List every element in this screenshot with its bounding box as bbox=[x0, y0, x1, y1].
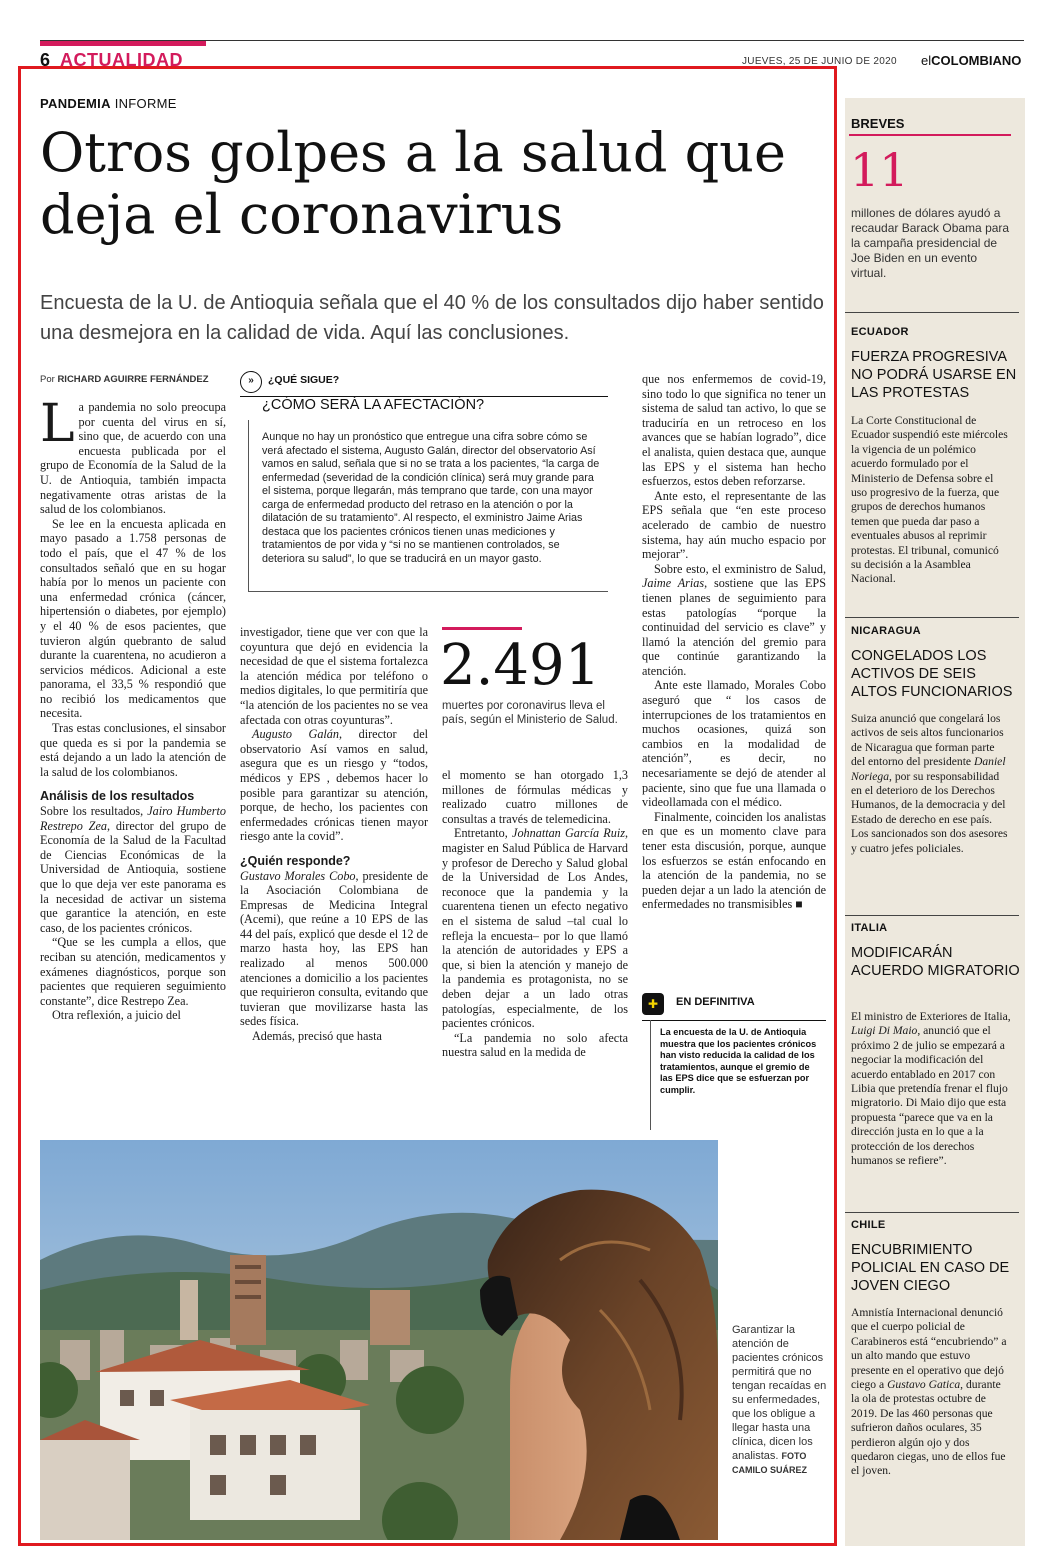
que-sigue-title: ¿CÓMO SERÁ LA AFECTACIÓN? bbox=[262, 397, 485, 413]
paragraph: Tras estas conclusiones, el sinsabor que queda es si por la pandemia se está dejando a un lado la atención de la salud de los colombianos. bbox=[40, 721, 226, 779]
brief-text: El ministro de Exteriores de Italia, bbox=[851, 1010, 1011, 1023]
person-name: Augusto Galán bbox=[252, 727, 339, 742]
section-accent-bar bbox=[40, 41, 206, 46]
brief-text: Suiza anunció que congelará los activos de seis altos funcionarios de Nicaragua que forman parte del entorno del presidente bbox=[851, 712, 1004, 769]
person-name: Jaime Arias bbox=[642, 576, 705, 591]
chevrons-icon: » bbox=[240, 371, 262, 393]
stat-number: 2.491 bbox=[440, 633, 601, 698]
paragraph-text: , director del grupo de Economía de la Salud de la Facultad de Ciencias Económicas de la Universidad de Antioquia, sostiene que lo que deja ver este panorama es la necesidad de activar un sistema que garantice la atención, en este caso, de los pacientes crónicos. bbox=[40, 818, 226, 935]
paragraph: Se lee en la encuesta aplicada en mayo pasado a 1.758 personas de todo el país, que el 47 % de los consultados señaló que en su hogar había por lo menos un paciente con una enfermedad crónica (cáncer, hipertensión o diabetes, por ejemplo) y el 40 % de esos pacientes, que tuvieron algún quebranto de salud durante la cuarentena, no acudieron a servicios médicos. Adicional a este panorama, el 33,5 % respondió que no recibió los medicamentos que necesita. bbox=[40, 516, 226, 721]
byline-author: RICHARD AGUIRRE FERNÁNDEZ bbox=[57, 374, 209, 385]
brief-headline: ENCUBRIMIENTO POLICIAL EN CASO DE JOVEN CIEGO bbox=[851, 1242, 1010, 1294]
person-name: Luigi Di Maio bbox=[851, 1024, 918, 1038]
kicker-bold: PANDEMIA bbox=[40, 96, 111, 111]
person-name: Jairo Humberto Restrepo Zea bbox=[40, 804, 226, 833]
breves-text: millones de dólares ayudó a recaudar Barack Obama para la campaña presidencial de Joe Biden en un evento virtual. bbox=[851, 206, 1010, 280]
brief-body bbox=[851, 1306, 1011, 1479]
paragraph: investigador, tiene que ver con que la coyuntura que dejó en evidencia la necesidad de que el sistema fortalezca la atención médica por teléfono o medios digitales, lo que permitiría que “la atención de los pacientes no se vea afectada con otras coyunturas”. bbox=[240, 625, 428, 727]
page-number: 6 bbox=[40, 50, 51, 70]
brief-text: , por su responsabilidad en el deterioro de los Derechos Humanos, de la democracia y del Estado de derecho en ese país. Los sancionados son dos asesores y cuatro jefes policiales. bbox=[851, 769, 1008, 855]
issue-date: JUEVES, 25 DE JUNIO DE 2020 bbox=[742, 56, 897, 67]
sidebar-divider bbox=[845, 312, 1019, 313]
brief-text: , anunció que el próximo 2 de julio se empezará a negociar la modificación del acuerdo entablado en 2017 con Libia que pretendía frenar el flujo migratorio. Di Maio dijo que esta propuesta “parece que va en la dirección justa en lo que a la protección de los derechos humanos se refiere”. bbox=[851, 1024, 1008, 1168]
subhead: ¿Quién responde? bbox=[240, 853, 351, 868]
paragraph: “Que se les cumpla a ellos, que reciban su atención, medicamentos y exámenes diagnósticos, porque son pacientes que requieren seguimiento constante”, dice Restrepo Zea. bbox=[40, 935, 226, 1008]
breves-number: 11 bbox=[850, 143, 909, 197]
en-definitiva-text: La encuesta de la U. de Antioquia muestra que los pacientes crónicos han visto reducida la calidad de los tratamientos, aunque el gremio de las EPS dice que se esfuerzan por cumplir. bbox=[660, 1027, 817, 1095]
person-name: Daniel Noriega bbox=[851, 755, 1006, 783]
end-mark-icon: ■ bbox=[795, 897, 803, 912]
brief-country: ITALIA bbox=[851, 922, 888, 934]
person-name: Gustavo Gatica bbox=[887, 1378, 961, 1392]
brief-body bbox=[851, 712, 1011, 856]
paragraph-text: Entretanto, bbox=[454, 826, 513, 841]
article-headline: Otros golpes a la salud que deja el coronavirus bbox=[40, 121, 786, 246]
brief-text: , durante la ola de protestas octubre de 2019. De las 460 personas que sufrieron daños oculares, 35 perdieron algún ojo y dos quedaron ciegas, uno de ellos fue el joven. bbox=[851, 1378, 1006, 1478]
sidebar-divider bbox=[845, 1212, 1019, 1213]
logo-prefix: el bbox=[921, 53, 932, 68]
brief-country: ECUADOR bbox=[851, 326, 909, 338]
photo-credit: FOTO CAMILO SUÁREZ bbox=[732, 1451, 807, 1475]
breves-rule bbox=[849, 134, 1011, 136]
stat-description: muertes por coronavirus lleva el país, según el Ministerio de Salud. bbox=[442, 700, 618, 726]
paragraph-text: , sostiene que las EPS tienen planes de seguimiento para estas patologías “porque la continuidad del servicio es clave” y llamó la atención del gremio para que continúe garantizando la atención. bbox=[642, 576, 826, 678]
person-name: Gustavo Morales Cobo bbox=[240, 868, 356, 883]
dice-icon: ✚ bbox=[642, 993, 664, 1015]
paragraph: Ante este llamado, Morales Cobo aseguró que “ los casos de interrupciones de los tratamientos en muchos ocasiones, quizá son cambios en la modalidad de atención”, es decir, no necesariamente se dejó de atender al paciente, sino que fue una llamada o videollamada con el médico. bbox=[642, 678, 826, 810]
en-definitiva-label: EN DEFINITIVA bbox=[676, 996, 755, 1008]
drop-cap: L bbox=[40, 394, 75, 454]
brief-headline: MODIFICARÁN ACUERDO MIGRATORIO bbox=[851, 945, 1020, 979]
caption-text: Garantizar la atención de pacientes crónicos permitirá que no tengan recaídas en su enfermedades, que los obligue a llegar hasta una clínica, dicen los analistas. bbox=[732, 1324, 827, 1462]
brief-headline: CONGELADOS LOS ACTIVOS DE SEIS ALTOS FUNCIONARIOS bbox=[851, 648, 1013, 700]
sidebar-divider bbox=[845, 915, 1019, 916]
brief-body bbox=[851, 1010, 1011, 1168]
paragraph-text: , magister en Salud Pública de Harvard y profesor de Derecho y Salud global de la Universidad de Los Andes, reconoce que la pandemia y la cuarentena tienen un efecto negativo en el sistema de salud –tal cual lo refleja la encuesta– por lo que llamó la atención de autoridades y EPS a que, si bien la atención y manejo de la pandemia es protagonista, no se deben dejar a un lado otras patologías, especialmente, de los pacientes crónicos. bbox=[442, 826, 628, 1031]
kicker-rest: INFORME bbox=[114, 96, 177, 111]
brief-body: La Corte Constitucional de Ecuador suspendió este miércoles la vigencia de un polémico acuerdo formulado por el Ministerio de Defensa sobre el uso progresivo de la fuerza, que grupos de derechos humanos temen que pueda dar paso a eventuales abusos al reprimir protestas. El tribunal, comunicó su decisión a la Asamblea Nacional. bbox=[851, 414, 1008, 586]
breves-label: BREVES bbox=[851, 116, 905, 131]
sidebar-divider bbox=[845, 617, 1019, 618]
subhead: Análisis de los resultados bbox=[40, 789, 195, 804]
paragraph-text: Sobre esto, el exministro de Salud, bbox=[654, 561, 826, 576]
paragraph: “La pandemia no solo afecta nuestra salud en la medida de bbox=[442, 1030, 628, 1060]
paragraph: Además, precisó que hasta bbox=[252, 1029, 382, 1044]
paragraph-text: , presidente de la Asociación Colombiana de Empresas de Medicina Integral (Acemi), que reúne a 10 EPS de las 44 del país, explicó que desde el 12 de marzo hasta hoy, las EPS han realizado al menos 500.000 atenciones a domicilio a los pacientes que requirieron consulta, evitando que tuvieran que movilizarse hasta las sedes física. bbox=[240, 868, 429, 1029]
brief-country: CHILE bbox=[851, 1219, 886, 1231]
brief-headline: FUERZA PROGRESIVA NO PODRÁ USARSE EN LAS PROTESTAS bbox=[851, 349, 1017, 401]
paragraph-text: a pandemia no solo preocupa por cuenta del virus en sí, sino que, de acuerdo con una encuesta publicada por el grupo de Economía de la Salud de la U. de Antioquia, también impacta negativamente otras aristas de la salud de los colombianos. bbox=[40, 400, 226, 517]
que-sigue-label: ¿QUÉ SIGUE? bbox=[268, 374, 340, 386]
paragraph: Otra reflexión, a juicio del bbox=[52, 1008, 181, 1023]
paragraph-text: Finalmente, coinciden los analistas en que es un momento clave para tener esta discusión, porque, aunque los esfuerzos se están enfocando en la atención de la pandemia, no se pueden dejar a un lado la atención de enfermedades no transmisibles bbox=[642, 809, 826, 912]
brief-text: Amnistía Internacional denunció que el cuerpo policial de Carabineros está “encubriendo” a un alto mando que estuvo presente en el operativo que dejó ciego a bbox=[851, 1306, 1007, 1392]
logo-name: COLOMBIANO bbox=[931, 53, 1022, 68]
section-title: ACTUALIDAD bbox=[60, 50, 183, 70]
paragraph: que nos enfermemos de covid-19, sino todo lo que significa no tener un sistema de salud tan activo, lo que se traduciría en un retroceso en los avances que se habían logrado”, dice el analista, quien destaca que, aunque las EPS y el sistema han hecho esfuerzos, estos deben reforzarse. bbox=[642, 372, 826, 489]
que-sigue-text: Aunque no hay un pronóstico que entregue una cifra sobre cómo se verá afectado el sistema, Augusto Galán, director del observatorio Así vamos en salud, señala que si no se trata a los pacientes, “la carga de enfermedad (severidad de la condición clínica) será muy grande para el sistema, porque llegarán, más temprano que tarde, con una mayor carga de enfermedad producto del retraso en la atención o por la dilatación de su tratamiento”. Al respecto, el exministro Jaime Arias destaca que los pacientes crónicos tienen unas mediciones y tratamientos de por vida y “si no se mantienen controlados, se deteriora su salud”, lo que se traducirá en un mayor gasto. bbox=[262, 431, 600, 565]
person-name: Johnattan García Ruiz bbox=[512, 826, 625, 841]
paragraph-text: , director del observatorio Así vamos en salud, asegura que es un riesgo y “todos, médicos y EPS , debemos hacer lo posible para garantizar su atención, porque, de hecho, los pacientes con enfermedades crónicas tienen mayor riesgo ante la covid”. bbox=[240, 727, 428, 844]
paragraph: el momento se han otorgado 1,3 millones de fórmulas médicas y realizado cuatro millones de consultas a través de telemedicina. bbox=[442, 768, 628, 826]
byline-prefix: Por bbox=[40, 374, 55, 385]
paragraph: Ante esto, el representante de las EPS señala que “en este proceso acelerado de cambio de nuestro sistema, hay aún mucho espacio por mejorar”. bbox=[642, 488, 826, 562]
article-deck: Encuesta de la U. de Antioquia señala que el 40 % de los consultados dijo haber sentido una desmejora en la calidad de vida. Aquí las conclusiones. bbox=[40, 292, 824, 344]
newspaper-logo bbox=[921, 53, 1021, 68]
selection-frame bbox=[18, 66, 837, 1546]
paragraph-text: Sobre los resultados, bbox=[40, 804, 148, 819]
brief-country: NICARAGUA bbox=[851, 625, 921, 637]
